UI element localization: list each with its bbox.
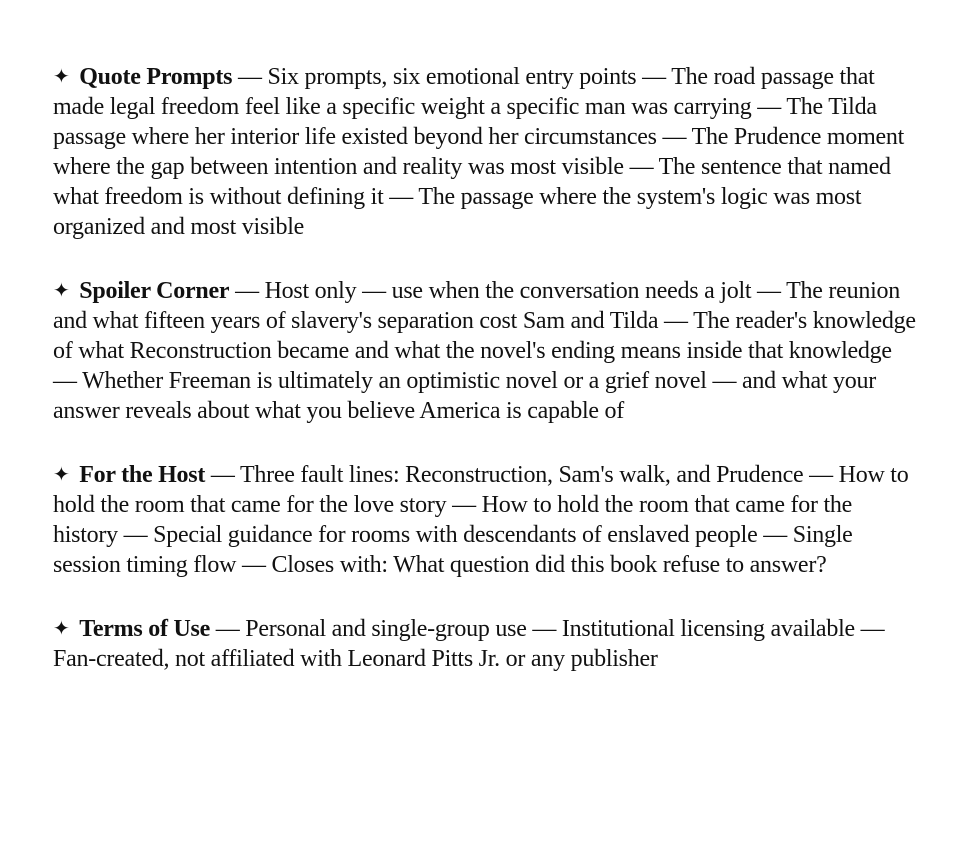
- section-quote-prompts: [53, 62, 919, 242]
- sparkle-icon: ✦: [53, 64, 70, 88]
- section-heading: Quote Prompts: [79, 64, 233, 90]
- section-heading: Spoiler Corner: [79, 278, 230, 304]
- section-text: — Six prompts, six emotional entry points — The road passage that made legal freedom feel like a specific weight a specific man was carrying — The Tilda passage where her interior life existed beyond her circumstances — The Prudence moment where the gap between intention and reality was most visible — The sentence that named what freedom is without defining it — The passage where the system's logic was most organized and most visible: [53, 64, 905, 240]
- section-spoiler-corner: [53, 276, 919, 426]
- section-text: — Host only — use when the conversation needs a jolt — The reunion and what fifteen years of slavery's separation cost Sam and Tilda — The reader's knowledge of what Reconstruction became and what the novel's ending means inside that knowledge — Whether Freeman is ultimately an optimistic novel or a grief novel — and what your answer reveals about what you believe America is capable of: [53, 278, 916, 424]
- section-text: — Three fault lines: Reconstruction, Sam's walk, and Prudence — How to hold the room that came for the love story — How to hold the room that came for the history — Special guidance for rooms with descendants of enslaved people — Single session timing flow — Closes with: What question did this book refuse to answer?: [53, 462, 909, 578]
- sparkle-icon: ✦: [53, 278, 70, 302]
- section-for-the-host: [53, 460, 919, 580]
- section-terms-of-use: [53, 614, 919, 674]
- document-body: [53, 62, 919, 708]
- section-heading: For the Host: [79, 462, 206, 488]
- section-text: — Personal and single-group use — Institutional licensing available — Fan-created, not affiliated with Leonard Pitts Jr. or any publisher: [53, 616, 885, 672]
- sparkle-icon: ✦: [53, 462, 70, 486]
- sparkle-icon: ✦: [53, 616, 70, 640]
- section-heading: Terms of Use: [79, 616, 211, 642]
